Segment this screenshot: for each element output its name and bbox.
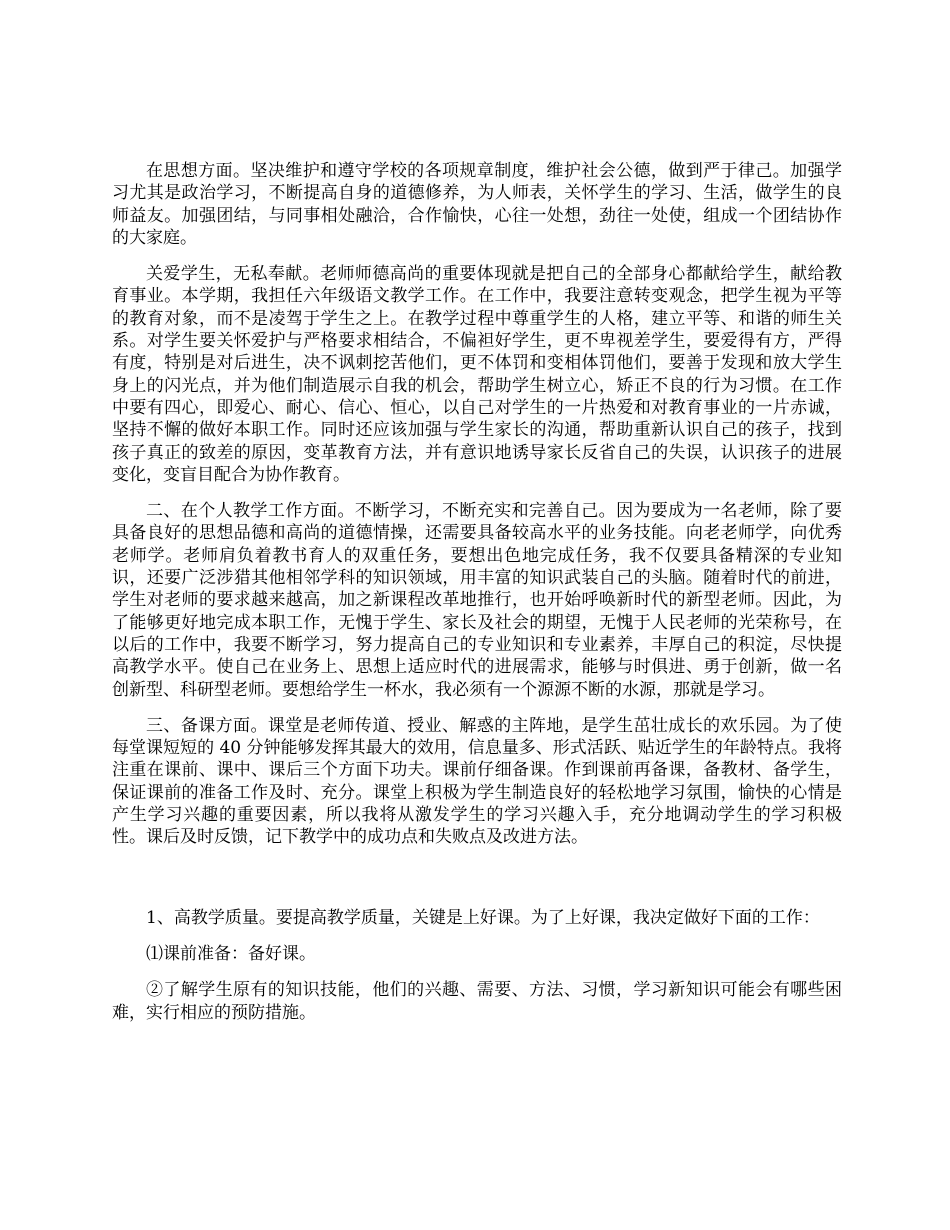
paragraph-ideology: 在思想方面。坚决维护和遵守学校的各项规章制度，维护社会公德，做到严于律己。加强学习尤其是政治学习，不断提高自身的道德修养，为人师表，关怀学生的学习、生活，做学生的良师益友。加强团结，与同事相处融洽，合作愉快，心往一处想，劲往一处使，组成一个团结协作的大家庭。 bbox=[112, 161, 842, 248]
list-item-prep: ⑴课前准备：备好课。 bbox=[146, 943, 316, 964]
paragraph-teaching-quality: 1、高教学质量。要提高教学质量，关键是上好课。为了上好课，我决定做好下面的工作： bbox=[146, 907, 820, 928]
paragraph-personal-teaching: 二、在个人教学工作方面。不断学习，不断充实和完善自己。因为要成为一名老师，除了要具备良好的思想品德和高尚的道德情操，还需要具备较高水平的业务技能。向老老师学，向优秀老师学。老师肩负着教书育人的双重任务，要想出色地完成任务，我不仅要具备精深的专业知识，还要广泛涉猎其他相邻学科的知识领域，用丰富的知识武装自己的头脑。随着时代的前进，学生对老师的要求越来越高，加之新课程改革地推行，也开始呼唤新时代的新型老师。因此，为了能够更好地完成本职工作，无愧于学生、家长及社会的期望，无愧于人民老师的光荣称号，在以后的工作中，我要不断学习，努力提高自己的专业知识和专业素养，丰厚自己的积淀，尽快提高教学水平。使自己在业务上、思想上适应时代的进展需求，能够与时俱进、勇于创新，做一名创新型、科研型老师。要想给学生一杯水，我必须有一个源源不断的水源，那就是学习。 bbox=[112, 501, 842, 700]
paragraph-care-students: 关爱学生，无私奉献。老师师德高尚的重要体现就是把自己的全部身心都献给学生，献给教育事业。本学期，我担任六年级语文教学工作。在工作中，我要注意转变观念，把学生视为平等的教育对象，而不是凌驾于学生之上。在教学过程中尊重学生的人格，建立平等、和谐的师生关系。对学生要关怀爱护与严格要求相结合，不偏袒好学生，更不卑视差学生，要爱得有方，严得有度，特别是对后进生，决不讽刺挖苦他们，更不体罚和变相体罚他们，要善于发现和放大学生身上的闪光点，并为他们制造展示自我的机会，帮助学生树立心，矫正不良的行为习惯。在工作中要有四心，即爱心、耐心、信心、恒心，以自己对学生的一片热爱和对教育事业的一片赤诚，坚持不懈的做好本职工作。同时还应该加强与学生家长的沟通，帮助重新认识自己的孩子，找到孩子真正的致差的原因，变革教育方法，并有意识地诱导家长反省自己的失误，认识孩子的进展变化，变盲目配合为协作教育。 bbox=[112, 264, 842, 485]
section-spacer bbox=[112, 863, 842, 907]
paragraph-lesson-prep: 三、备课方面。课堂是老师传道、授业、解惑的主阵地，是学生茁壮成长的欢乐园。为了使每堂课短短的 40 分钟能够发挥其最大的效用，信息量多、形式活跃、贴近学生的年龄特点。我将注重在课前、课中、课后三个方面下功夫。课前仔细备课。作到课前再备课，备教材、备学生，保证课前的准备工作及时、充分。课堂上积极为学生制造良好的轻松地学习氛围，愉快的心情是产生学习兴趣的重要因素，所以我将从激发学生的学习兴趣入手，充分地调动学生的学习积极性。课后及时反馈，记下教学中的成功点和失败点及改进方法。 bbox=[112, 715, 842, 848]
document-page bbox=[112, 160, 842, 1038]
list-item-understand-students: ②了解学生原有的知识技能，他们的兴趣、需要、方法、习惯，学习新知识可能会有哪些困难，实行相应的预防措施。 bbox=[112, 980, 842, 1023]
